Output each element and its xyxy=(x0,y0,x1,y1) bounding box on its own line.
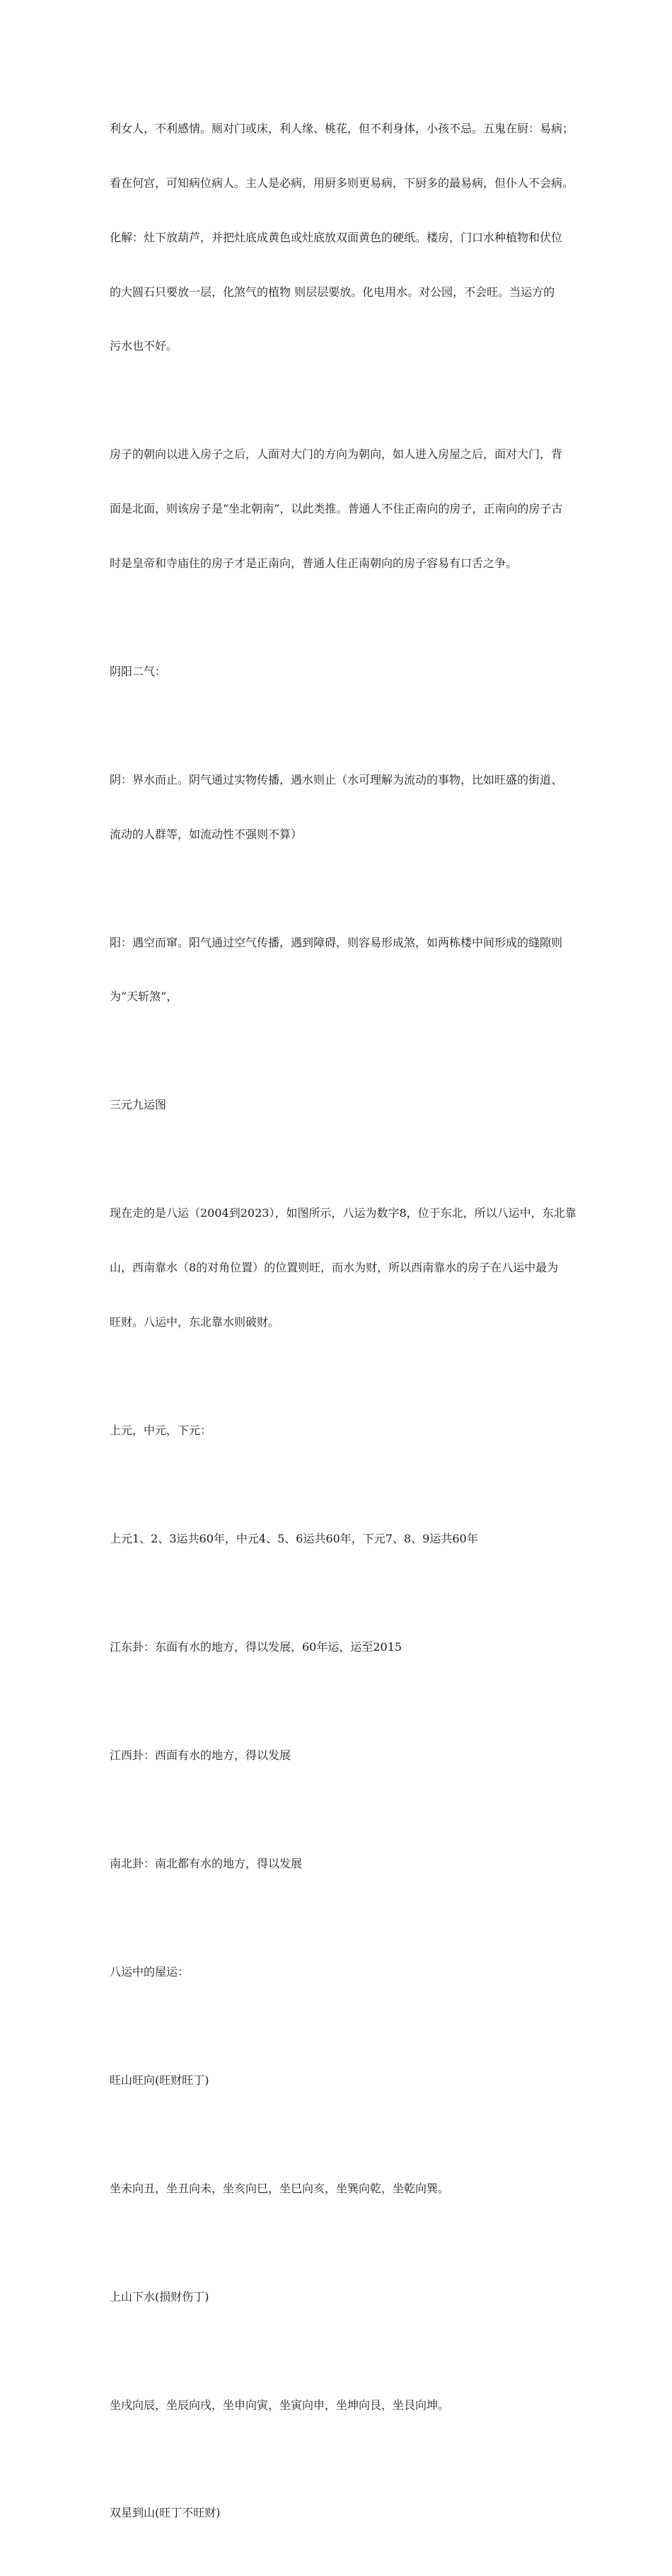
text-line: 流动的人群等，如流动性不强则不算） xyxy=(110,827,303,841)
section-heading xyxy=(110,2468,609,2558)
text-line: 面是北面，则该房子是“坐北朝南”，以此类推。普通人不住正南向的房子，正南向的房子古 xyxy=(110,502,563,516)
paragraph xyxy=(110,409,609,609)
section-heading xyxy=(110,1926,609,2017)
paragraph xyxy=(110,1710,609,1801)
text-line: 阴阳二气： xyxy=(110,664,167,678)
text-line: 的大圆石只要放一层，化煞气的植物 则层层要放。化电用水。对公园，不会旺。当运方的 xyxy=(110,285,555,299)
text-line: 南北卦：南北都有水的地方，得以发展 xyxy=(110,1856,303,1870)
paragraph xyxy=(110,1168,609,1368)
text-line: 双星到山(旺丁不旺财) xyxy=(110,2506,221,2520)
text-line: 上元1、2、3运共60年，中元4、5、6运共60年，下元7、8、9运共60年 xyxy=(110,1531,478,1545)
section-heading xyxy=(110,2251,609,2342)
text-line: 江西卦：西面有水的地方，得以发展 xyxy=(110,1748,291,1762)
text-line: 上元，中元，下元： xyxy=(110,1423,212,1437)
text-line: 三元九运图 xyxy=(110,1098,167,1112)
text-line: 时是皇帝和寺庙住的房子才是正南向，普通人住正南朝向的房子容易有口舌之争。 xyxy=(110,556,518,570)
text-line: 化解：灶下放葫芦，并把灶底成黄色或灶底放双面黄色的硬纸。楼房，门口水种植物和伏位 xyxy=(110,230,563,244)
paragraph xyxy=(110,735,609,880)
text-line: 旺财。八运中，东北靠水则破财。 xyxy=(110,1315,280,1329)
text-line: 为“天斩煞”， xyxy=(110,990,178,1004)
text-line: 房子的朝向以进入房子之后，人面对大门的方向为朝向，如人进入房屋之后，面对大门，背 xyxy=(110,447,563,462)
section-heading xyxy=(110,1385,609,1476)
text-line: 看在何宫，可知病位病人。主人是必病，用厨多则更易病，下厨多的最易病，但仆人不会病。 xyxy=(110,176,574,190)
paragraph xyxy=(110,2143,609,2233)
section-heading xyxy=(110,1060,609,1150)
section-heading xyxy=(110,2034,609,2125)
paragraph xyxy=(110,1602,609,1693)
text-line: 旺山旺向(旺财旺丁) xyxy=(110,2073,209,2087)
text-line: 坐戌向辰，坐辰向戌，坐申向寅，坐寅向申，坐坤向艮，坐艮向坤。 xyxy=(110,2398,450,2412)
text-line: 阳：遇空而窜。阳气通过空气传播，遇到障碍，则容易形成煞，如两栋楼中间形成的缝隙则 xyxy=(110,935,563,949)
paragraph xyxy=(110,1818,609,1908)
text-line: 八运中的屋运： xyxy=(110,1964,190,1979)
document-page xyxy=(110,84,609,2576)
paragraph xyxy=(110,1494,609,1584)
text-line: 污水也不好。 xyxy=(110,339,178,353)
section-heading xyxy=(110,626,609,717)
paragraph xyxy=(110,84,609,391)
text-line: 利女人，不利感情。厕对门或床，利人缘、桃花，但不利身体，小孩不忌。五鬼在厨：易病； xyxy=(110,122,574,136)
text-line: 现在走的是八运（2004到2023），如图所示，八运为数字8，位于东北，所以八运中，东北靠 xyxy=(110,1206,577,1220)
paragraph xyxy=(110,2359,609,2450)
text-line: 坐未向丑，坐丑向未，坐亥向巳，坐巳向亥，坐巽向乾，坐乾向巽。 xyxy=(110,2181,450,2195)
text-line: 上山下水(损财伤丁) xyxy=(110,2289,209,2303)
text-line: 山，西南靠水（8的对角位置）的位置则旺，而水为财，所以西南靠水的房子在八运中最为 xyxy=(110,1261,559,1275)
text-line: 阴：界水而止。阴气通过实物传播，遇水则止（水可理解为流动的事物，比如旺盛的街道、 xyxy=(110,772,563,786)
paragraph xyxy=(110,897,609,1042)
text-line: 江东卦：东面有水的地方，得以发展，60年运，运至2015 xyxy=(110,1639,402,1654)
